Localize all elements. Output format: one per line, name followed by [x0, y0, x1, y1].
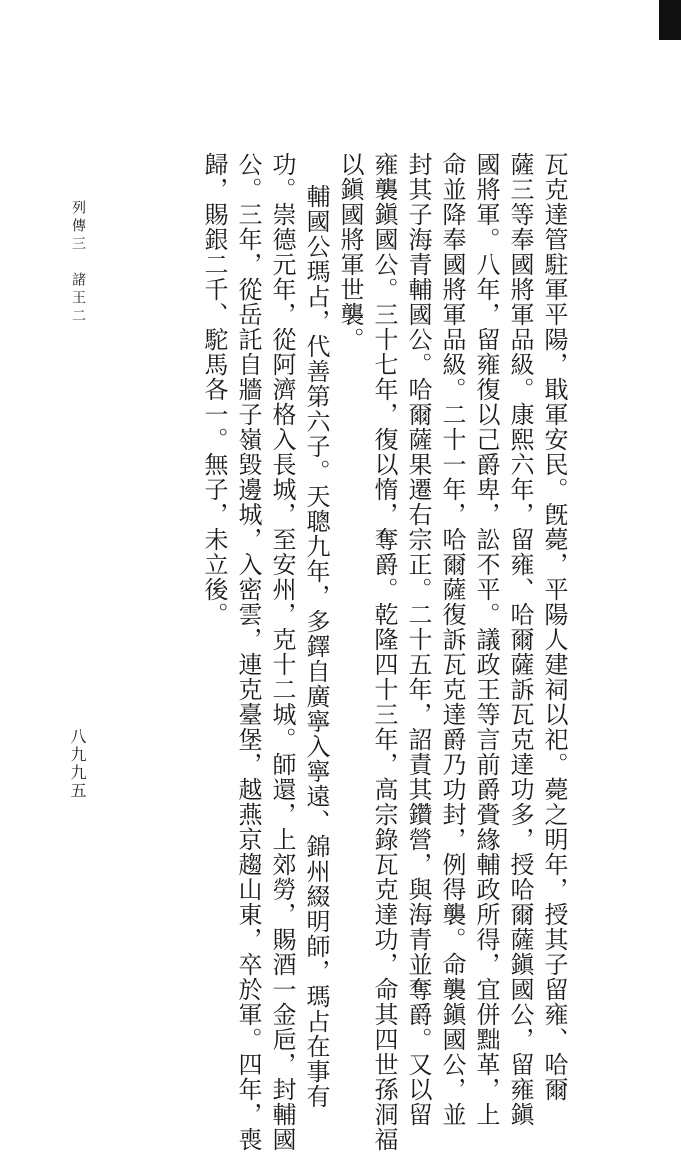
text-column-8: 輔國公瑪占，代善第六子。天聰九年，多鐸自廣寧入寧遠、錦州綴明師，瑪占在事有: [302, 184, 330, 1109]
text-column-6: 雍襲鎭國公。三十七年，復以惰，奪爵。乾隆四十三年，高宗錄瓦克達功，命其四世孫洞福: [370, 152, 398, 1152]
text-column-9: 功。崇德元年，從阿濟格入長城，至安州，克十二城。師還，上郊勞，賜酒一金巵，封輔國: [268, 152, 296, 1152]
text-column-2: 薩三等奉國將軍品級。康熙六年，留雍、哈爾薩訴瓦克達功多，授哈爾薩鎭國公，留雍鎭: [506, 152, 534, 1127]
text-column-11: 歸，賜銀二千、駝馬各一。無子，未立後。: [200, 152, 228, 627]
page-corner-mark: [659, 0, 681, 40]
text-column-1: 瓦克達管駐軍平陽，戢軍安民。旣薨，平陽人建祠以祀。薨之明年，授其子留雍、哈爾: [540, 152, 568, 1102]
running-header-section: 列傳三: [70, 200, 86, 254]
text-column-5: 封其子海青輔國公。哈爾薩果遷右宗正。二十五年，詔責其鑽營，與海青並奪爵。又以留: [404, 152, 432, 1127]
text-column-7: 以鎭國將軍世襲。: [336, 152, 364, 352]
text-column-3: 國將軍。八年，留雍復以己爵卑，訟不平。議政王等言前爵賫緣輔政所得，宜併黜革，上: [472, 152, 500, 1127]
page-number: 八九九五: [68, 728, 87, 800]
text-column-10: 公。三年，從岳託自牆子嶺毀邊城，入密雲，連克臺堡，越燕京趨山東，卒於軍。四年，喪: [234, 152, 262, 1152]
running-header-chapter: 諸王二: [70, 272, 86, 326]
text-column-4: 命並降奉國將軍品級。二十一年，哈爾薩復訴瓦克達爵乃功封，例得襲。命襲鎭國公，並: [438, 152, 466, 1127]
